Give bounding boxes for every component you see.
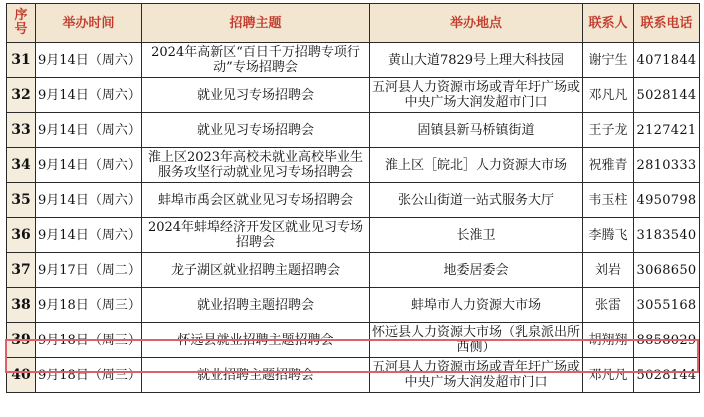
row-contact: 胡翔翔: [583, 323, 634, 358]
table-row: [7, 358, 700, 393]
header-theme: 招聘主题: [142, 4, 370, 43]
header-phone: 联系电话: [634, 4, 700, 43]
row-date: 9月17日（周二）: [36, 253, 142, 288]
table-header-row: [7, 4, 700, 43]
row-number: 34: [7, 148, 36, 183]
row-venue: 淮上区［皖北］人力资源大市场: [370, 148, 583, 183]
row-theme: 2024年高新区“百日千万招聘专项行动”专场招聘会: [142, 43, 370, 78]
row-theme: 就业见习专场招聘会: [142, 113, 370, 148]
table-row: [7, 253, 700, 288]
header-time: 举办时间: [36, 4, 142, 43]
row-venue: 黄山大道7829号上理大科技园: [370, 43, 583, 78]
table-row: [7, 288, 700, 323]
row-venue: 张公山街道一站式服务大厅: [370, 183, 583, 218]
row-phone: 2810333: [634, 148, 700, 183]
row-contact: 刘岩: [583, 253, 634, 288]
row-number: 35: [7, 183, 36, 218]
row-venue: 蚌埠市人力资源大市场: [370, 288, 583, 323]
row-theme: 怀远县就业招聘主题招聘会: [142, 323, 370, 358]
table-row: [7, 43, 700, 78]
row-theme: 就业招聘主题招聘会: [142, 288, 370, 323]
row-contact: 谢宁生: [583, 43, 634, 78]
row-phone: 5028144: [634, 78, 700, 113]
row-venue: 五河县人力资源市场或青年圩广场或中央广场大润发超市门口: [370, 78, 583, 113]
row-date: 9月14日（周六）: [36, 43, 142, 78]
row-venue: 五河县人力资源市场或青年圩广场或中央广场大润发超市门口: [370, 358, 583, 393]
row-theme: 就业招聘主题招聘会: [142, 358, 370, 393]
table-row: [7, 218, 700, 253]
row-theme: 蚌埠市禹会区就业见习专场招聘会: [142, 183, 370, 218]
row-phone: 4071844: [634, 43, 700, 78]
row-contact: 祝雅青: [583, 148, 634, 183]
row-phone: 3055168: [634, 288, 700, 323]
header-no: 序号: [7, 4, 36, 43]
row-phone: 4950798: [634, 183, 700, 218]
header-contact: 联系人: [583, 4, 634, 43]
row-date: 9月14日（周六）: [36, 183, 142, 218]
table-row-highlighted: [7, 323, 700, 358]
row-number: 32: [7, 78, 36, 113]
row-date: 9月18日（周三）: [36, 358, 142, 393]
row-number: 33: [7, 113, 36, 148]
row-date: 9月18日（周三）: [36, 288, 142, 323]
row-date: 9月14日（周六）: [36, 113, 142, 148]
row-phone: 2127421: [634, 113, 700, 148]
table-row: [7, 148, 700, 183]
header-venue: 举办地点: [370, 4, 583, 43]
row-number: 31: [7, 43, 36, 78]
row-contact: 李腾飞: [583, 218, 634, 253]
row-contact: 王子龙: [583, 113, 634, 148]
row-venue: 地委居委会: [370, 253, 583, 288]
table-row: [7, 78, 700, 113]
recruitment-schedule-table: [6, 3, 700, 393]
row-date: 9月14日（周六）: [36, 218, 142, 253]
row-phone: 5028144: [634, 358, 700, 393]
row-venue: 固镇县新马桥镇街道: [370, 113, 583, 148]
row-phone: 8858029: [634, 323, 700, 358]
row-date: 9月14日（周六）: [36, 148, 142, 183]
row-date: 9月18日（周三）: [36, 323, 142, 358]
table-row: [7, 113, 700, 148]
row-theme: 就业见习专场招聘会: [142, 78, 370, 113]
row-venue: 怀远县人力资源大市场（乳泉派出所西侧）: [370, 323, 583, 358]
row-contact: 张雷: [583, 288, 634, 323]
row-phone: 3068650: [634, 253, 700, 288]
row-theme: 淮上区2023年高校未就业高校毕业生服务攻坚行动就业见习专场招聘会: [142, 148, 370, 183]
row-theme: 龙子湖区就业招聘主题招聘会: [142, 253, 370, 288]
row-theme: 2024年蚌埠经济开发区就业见习专场招聘会: [142, 218, 370, 253]
row-contact: 邓凡凡: [583, 78, 634, 113]
row-number: 36: [7, 218, 36, 253]
row-contact: 韦玉柱: [583, 183, 634, 218]
row-venue: 长淮卫: [370, 218, 583, 253]
row-contact: 邓凡凡: [583, 358, 634, 393]
row-number: 40: [7, 358, 36, 393]
table-row: [7, 183, 700, 218]
row-number: 37: [7, 253, 36, 288]
row-number: 38: [7, 288, 36, 323]
row-number: 39: [7, 323, 36, 358]
row-phone: 3183540: [634, 218, 700, 253]
row-date: 9月14日（周六）: [36, 78, 142, 113]
